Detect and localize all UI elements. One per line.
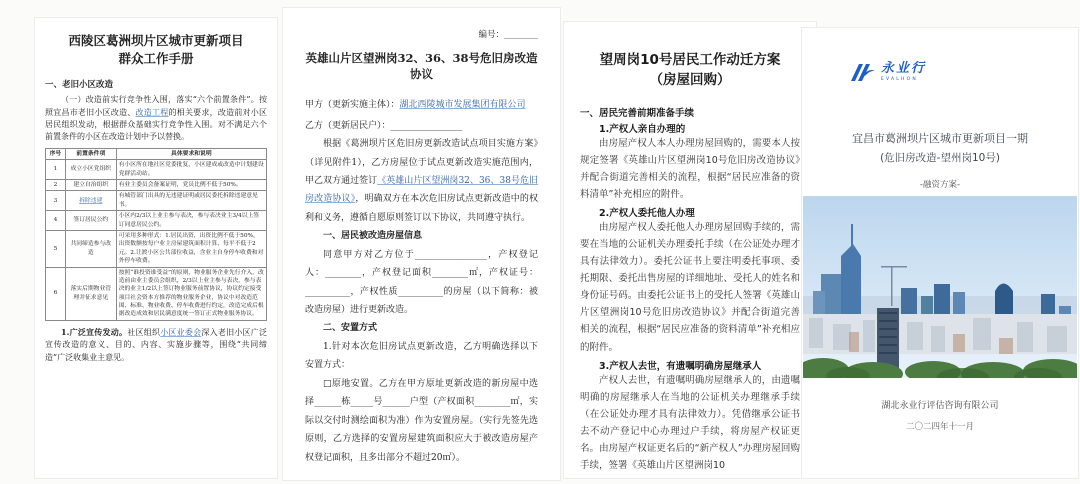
col-header-item: 前置条件项 bbox=[65, 148, 116, 159]
row3-item-hyperlink[interactable]: 拆除违建 bbox=[79, 197, 103, 204]
row3-desc: 有城管部门出具的无违建证明或居民委托拆除违建意见书。 bbox=[116, 191, 266, 211]
doc2-section2-item1: 1.针对本次危旧房试点更新改造，乙方明确选择以下安置方式： bbox=[305, 341, 538, 371]
row2-seq: 2 bbox=[46, 179, 66, 190]
cover-subtitle: -融资方案- bbox=[919, 180, 961, 190]
company-logo bbox=[850, 62, 926, 86]
doc2-agreement-title-hyperlink[interactable]: 《英雄山片区望洲岗32、36、38号危旧房改造协议》 bbox=[305, 175, 538, 205]
cover-title-line2: (危旧房改造-望州岗10号) bbox=[880, 152, 1000, 164]
row4-seq: 4 bbox=[46, 211, 66, 231]
logo-text-block bbox=[881, 62, 926, 82]
logo-english-name: EVALHON bbox=[881, 77, 918, 82]
doc3-title bbox=[580, 50, 800, 91]
row3-seq: 3 bbox=[46, 191, 66, 211]
doc3-title-line2: （房屋回购） bbox=[649, 72, 731, 89]
document-page-work-manual bbox=[35, 18, 277, 478]
row6-desc: 按照“谁投资谁受益”的原则，物业服务企业先行介入，改造前由业主委员会组织，2/3以上业主参与表决，参与表决的业主1/2以上签订物业服务前置协议，协议约定接受项目社会资本方推荐的物业服务企业，协议中对改造范围、标准、物业收费、停车收费进行约定，改造完成后根据改造成效和居民满意度统一签订正式物业服务协议。 bbox=[116, 267, 266, 320]
row2-item: 建立自治组织 bbox=[65, 179, 116, 190]
doc3-sub1-heading: 1.产权人亲自办理的 bbox=[599, 123, 686, 135]
doc2-intro-post: ，明确双方在本次危旧房试点更新改造中的权利和义务，遵循自愿原则签订以下协议，共同遵守执行。 bbox=[305, 194, 538, 223]
doc3-sub1-body: 由房屋产权人本人办理房屋回购的，需要本人按规定签署《英雄山片区望洲岗10号危旧房改造协议》并配合街道完善相关的流程，根据“居民应准备的资料清单”补充相应的附件。 bbox=[580, 137, 800, 200]
table-row bbox=[46, 267, 267, 320]
cover-footer-company: 湖北永业行评估咨询有限公司 bbox=[881, 401, 999, 411]
party-b-line: 乙方（更新居民户）：________________ bbox=[305, 120, 463, 131]
table-row bbox=[46, 191, 267, 211]
doc1-outro-pre: 社区组织 bbox=[127, 327, 161, 337]
cover-footer-date: 二〇二四年十一月 bbox=[905, 422, 974, 432]
doc3-section-heading: 一、居民完善前期准备手续 bbox=[580, 107, 695, 119]
row5-seq: 5 bbox=[46, 230, 66, 267]
doc2-section2-heading: 二、安置方式 bbox=[323, 323, 378, 334]
doc1-intro-paragraph bbox=[45, 94, 267, 144]
table-row bbox=[46, 211, 267, 231]
document-page-financing-cover bbox=[802, 28, 1078, 478]
doc1-outro-bold: 1.广泛宣传发动。 bbox=[61, 326, 128, 337]
doc2-section1-heading: 一、居民被改造房屋信息 bbox=[323, 231, 423, 242]
party-a-company-hyperlink[interactable]: 湖北西陵城市发展集团有限公司 bbox=[399, 100, 526, 111]
agreement-number-field: 编号：________ bbox=[478, 30, 538, 40]
row1-desc: 有小区所在地社区党委批复，小区建成或改造中计划建设党群活动站。 bbox=[116, 160, 266, 180]
doc3-sub3-heading: 3.产权人去世，有遗嘱明确房屋继承人 bbox=[599, 360, 762, 372]
table-header-row bbox=[46, 148, 267, 159]
doc2-intro-paragraph bbox=[305, 135, 538, 227]
doc3-sub3-body: 产权人去世，有遗嘱明确房屋继承人的，由遗嘱明确的房屋继承人在当地的公证机关办理继承手续（在公证处办理才具有法律效力）。凭借继承公证书去不动产登记中心办理过户手续，将房屋产权证更名。由房屋产权证更名后的“新产权人”办理房屋回购手续，签署《英雄山片区望洲岗10 bbox=[580, 374, 800, 472]
row2-desc: 有业主委员会备案证明，党员比例不低于50%。 bbox=[116, 179, 266, 190]
document-page-relocation-plan bbox=[564, 22, 816, 478]
doc1-outro-post: 深入老旧小区广泛宣传改造的意义、目的、内容、实施步骤等，围绕“共同缔造”广泛收集业主意见。 bbox=[45, 327, 268, 362]
table-row bbox=[46, 230, 267, 267]
doc2-section1-body: 同意甲方对乙方位于________________，产权登记人：________，产权登记面积________㎡，产权证号：__________，产权性质__________的房屋（以下简称：被改造房屋）进行更新改造。 bbox=[305, 249, 538, 315]
row4-desc: 小区内2/3以上业主参与表决，参与表决业主3/4以上签订同意居民公约。 bbox=[116, 211, 266, 231]
doc1-outro-paragraph bbox=[45, 326, 267, 364]
doc3-sub2-heading: 2.产权人委托他人办理 bbox=[599, 207, 695, 219]
doc3-title-line1: 望周岗10号居民工作动迁方案 bbox=[599, 52, 781, 68]
cover-title-line1: 宜昌市葛洲坝片区城市更新项目一期 bbox=[852, 132, 1028, 145]
document-page-renovation-agreement bbox=[283, 8, 560, 480]
yongyehang-logo-icon bbox=[850, 62, 876, 86]
doc1-title-line2: 群众工作手册 bbox=[118, 51, 194, 67]
doc3-sub2-body: 由房屋产权人委托他人办理房屋回购手续的，需要在当地的公证机关办理委托手续（在公证处办理才具有法律效力）。委托公证书上要注明委托事项、委托期限、委托出售房屋的详细地址、受托人的姓名和身份证号码。由委托公证书上的受托人签署《英雄山片区望洲岗10号危旧房改造协议》并配合街道完善相关的流程，根据“居民应准备的资料清单”补充相应的附件。 bbox=[580, 221, 800, 353]
party-a-line bbox=[305, 96, 538, 114]
doc1-intro-post: 的相关要求，改造前对小区居民组织发动，根据群众基础实行竞争性入围。对不满足六个前置条件的小区在改造计划中予以替换。 bbox=[45, 107, 268, 142]
doc2-intro-pre: 根据《葛洲坝片区危旧房更新改造试点项目实施方案》（详见附件1），乙方房屋位于试点更新改造实施范围内，甲乙双方通过签订 bbox=[305, 139, 538, 186]
logo-chinese-name: 永业行 bbox=[881, 61, 927, 76]
row5-desc: 可采用多种形式：1.居民出资，出资比例不低于50%，出资数额按每户业主房屋建筑面积计算，每平不低于2元。2.让渡小区公共部位收益，含业主自身停车收费和对外停车收费。 bbox=[116, 230, 266, 267]
party-a-label: 甲方（更新实施主体）： bbox=[305, 100, 400, 111]
doc2-relocation-option-checkbox-paragraph: □原地安置。乙方在甲方原址更新改造的新房屋中选择______栋_____号______户型（产权面积________㎡，实际以交付时测绘面积为准）作为安置房屋。（实行先签先选原则，乙方选择的安置房屋建筑面积应大于被改造房屋产权登记面积，且多出部分不超过20㎡）。 bbox=[305, 378, 538, 463]
precondition-table bbox=[45, 148, 267, 321]
col-header-desc: 具体要求和说明 bbox=[116, 148, 266, 159]
row6-item: 落实后期物业管理并征求意见 bbox=[65, 267, 116, 320]
doc1-section-heading: 一、老旧小区改造 bbox=[45, 80, 114, 91]
city-skyline-image bbox=[803, 196, 1077, 378]
table-row bbox=[46, 179, 267, 190]
row1-seq: 1 bbox=[46, 160, 66, 180]
doc1-title bbox=[45, 32, 267, 68]
doc1-intro-pre: （一）改造前实行竞争性入围，落实“六个前置条件”。按照宜昌市老旧小区改造、 bbox=[45, 95, 267, 117]
doc1-intro-hyperlink[interactable]: 改造工程 bbox=[135, 107, 169, 117]
row1-item: 成立小区党组织 bbox=[65, 160, 116, 180]
row4-item: 签订居民公约 bbox=[65, 211, 116, 231]
table-row bbox=[46, 160, 267, 180]
row6-seq: 6 bbox=[46, 267, 66, 320]
doc2-title: 英雄山片区望洲岗32、36、38号危旧房改造协议 bbox=[305, 51, 538, 82]
doc1-outro-hyperlink[interactable]: 小区业委会 bbox=[160, 327, 202, 337]
col-header-seq: 序号 bbox=[46, 148, 66, 159]
row5-item: 共同缔造参与改造 bbox=[65, 230, 116, 267]
doc1-title-line1: 西陵区葛洲坝片区城市更新项目 bbox=[68, 33, 244, 48]
